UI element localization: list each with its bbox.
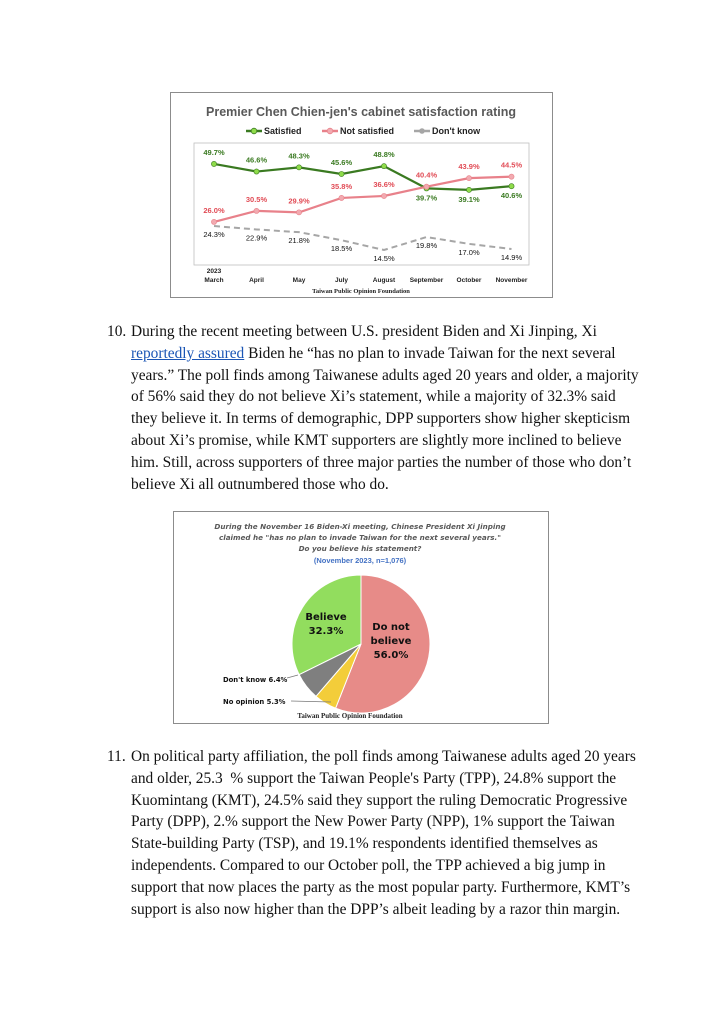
- chart1-year-label: 2023: [206, 268, 222, 275]
- satisfied-data-label: 48.3%: [288, 151, 310, 161]
- paragraph-10-line: believe Xi all outnumbered those who do.: [131, 475, 389, 493]
- satisfied-data-point: [254, 169, 259, 174]
- cabinet-satisfaction-chart: [170, 92, 553, 298]
- not-satisfied-data-point: [254, 208, 259, 213]
- not-satisfied-data-point: [339, 195, 344, 200]
- paragraph-11-line: independents. Compared to our October poll, the TPP achieved a big jump in: [131, 856, 606, 874]
- chart2-question-line: During the November 16 Biden-Xi meeting, Chinese President Xi Jinping: [214, 522, 506, 531]
- legend-satisfied-label: Satisfied: [264, 126, 302, 136]
- not-satisfied-data-label: 43.9%: [458, 162, 480, 172]
- satisfied-data-point: [466, 187, 471, 192]
- legend-dont-know-label: Don't know: [432, 126, 481, 136]
- not-satisfied-data-label: 26.0%: [203, 205, 225, 215]
- legend-dont-know-marker: [419, 128, 425, 134]
- satisfied-data-label: 46.6%: [245, 155, 268, 165]
- satisfied-data-label: 39.7%: [415, 193, 438, 203]
- x-tick-label: March: [204, 277, 224, 284]
- satisfied-data-label: 48.8%: [373, 150, 395, 160]
- paragraph-10-line: they believe it. In terms of demographic, DPP supporters show higher skepticism: [131, 410, 631, 428]
- paragraph-10: [107, 321, 639, 495]
- dont-know-data-label: 24.3%: [203, 230, 225, 240]
- do-not-believe-label: Do not: [372, 622, 410, 633]
- chart2-question-line: Do you believe his statement?: [298, 544, 422, 553]
- chart1-source: Taiwan Public Opinion Foundation: [312, 288, 410, 295]
- satisfied-data-label: 40.6%: [500, 191, 523, 201]
- not-satisfied-data-label: 36.6%: [373, 179, 395, 189]
- dont-know-data-label: 17.0%: [458, 247, 480, 257]
- x-tick-label: August: [372, 277, 396, 284]
- paragraph-11-line: On political party affiliation, the poll finds among Taiwanese adults aged 20 years: [131, 748, 636, 765]
- believe-value: 32.3%: [308, 626, 344, 637]
- satisfied-data-point: [211, 161, 216, 166]
- legend-not-satisfied-label: Not satisfied: [340, 126, 395, 136]
- chart1-legend: [246, 126, 481, 136]
- satisfied-data-point: [296, 165, 301, 170]
- chart1-title: Premier Chen Chien-jen's cabinet satisfaction rating: [206, 105, 516, 119]
- legend-not-satisfied-marker: [327, 128, 333, 134]
- paragraph-11-line: Kuomintang (KMT), 24.5% said they support the ruling Democratic Progressive: [131, 791, 628, 809]
- no-opinion-label: No opinion 5.3%: [223, 698, 286, 706]
- cabinet-satisfaction-chart-svg: [171, 93, 552, 296]
- paragraph-10-line: During the recent meeting between U.S. president Biden and Xi Jinping, Xi: [131, 323, 597, 340]
- legend-satisfied-marker: [251, 128, 257, 134]
- satisfied-data-point: [381, 164, 386, 169]
- not-satisfied-data-label: 40.4%: [415, 170, 438, 180]
- paragraph-11-line: support that now places the party as the most popular party. Furthermore, KMT’s: [131, 878, 631, 896]
- not-satisfied-data-point: [211, 219, 216, 224]
- biden-xi-pie-chart: [173, 511, 549, 724]
- paragraph-10-line: of 56% said they do not believe Xi’s statement, while a majority of 32.3% said: [131, 388, 616, 406]
- satisfied-data-point: [339, 171, 344, 176]
- chart2-sample-note: (November 2023, n=1,076): [313, 556, 407, 565]
- paragraph-10-line: him. Still, across supporters of three major parties the number of those who don’t: [131, 453, 632, 471]
- satisfied-data-point: [509, 184, 514, 189]
- not-satisfied-data-label: 30.5%: [245, 194, 268, 204]
- not-satisfied-data-point: [509, 174, 514, 179]
- not-satisfied-data-point: [296, 210, 301, 215]
- reportedly-assured-link[interactable]: reportedly assured: [131, 344, 245, 362]
- paragraph-11-number: 11.: [107, 748, 126, 765]
- satisfied-data-label: 39.1%: [458, 194, 480, 204]
- paragraph-10-line: about Xi’s promise, while KMT supporters are slightly more inclined to believe: [131, 431, 622, 449]
- dont-know-data-label: 19.8%: [415, 241, 438, 251]
- dont-know-leader-line: [287, 675, 298, 678]
- paragraph-10-line-text: Biden he “has no plan to invade Taiwan for the next several: [244, 344, 616, 362]
- chart2-source: Taiwan Public Opinion Foundation: [297, 712, 403, 720]
- chart2-question-line: claimed he "has no plan to invade Taiwan for the next several years.": [218, 533, 502, 542]
- x-tick-label: October: [456, 277, 482, 284]
- x-tick-label: May: [292, 277, 306, 284]
- satisfied-data-label: 45.6%: [330, 157, 353, 167]
- x-tick-label: July: [334, 277, 349, 284]
- paragraph-11-line: support is also now higher than the DPP’s albeit leading by a razor thin margin.: [131, 900, 621, 918]
- paragraph-10-number: 10.: [107, 323, 127, 340]
- do-not-believe-label: believe: [370, 636, 412, 647]
- paragraph-11-line: State-building Party (TSP), and 19.1% respondents identified themselves as: [131, 835, 598, 853]
- dont-know-data-label: 14.9%: [500, 253, 523, 263]
- not-satisfied-data-label: 35.8%: [330, 181, 353, 191]
- not-satisfied-data-label: 29.9%: [288, 196, 310, 206]
- do-not-believe-value: 56.0%: [373, 650, 409, 661]
- dont-know-data-label: 14.5%: [373, 254, 395, 263]
- believe-label: Believe: [305, 612, 347, 623]
- dont-know-data-label: 21.8%: [288, 236, 310, 246]
- dont-know-label: Don't know 6.4%: [223, 676, 288, 684]
- biden-xi-pie-chart-svg: [174, 512, 547, 722]
- not-satisfied-data-point: [381, 193, 386, 198]
- x-tick-label: November: [495, 277, 528, 284]
- x-tick-label: April: [249, 277, 264, 284]
- satisfied-data-label: 49.7%: [203, 147, 225, 157]
- paragraph-11: [107, 746, 636, 920]
- paragraph-11-line: Party (DPP), 2.% support the New Power Party (NPP), 1% support the Taiwan: [131, 813, 615, 831]
- paragraph-10-line: years.” The poll finds among Taiwanese adults aged 20 years and older, a majority: [131, 366, 639, 384]
- not-satisfied-data-label: 44.5%: [500, 160, 523, 170]
- dont-know-data-label: 22.9%: [245, 233, 268, 243]
- paragraph-10-line: [131, 343, 616, 365]
- not-satisfied-data-point: [424, 184, 429, 189]
- x-tick-label: September: [409, 277, 444, 284]
- not-satisfied-data-point: [466, 176, 471, 181]
- dont-know-data-label: 18.5%: [330, 244, 353, 254]
- paragraph-11-line: and older, 25.3 % support the Taiwan People's Party (TPP), 24.8% support the: [131, 769, 617, 787]
